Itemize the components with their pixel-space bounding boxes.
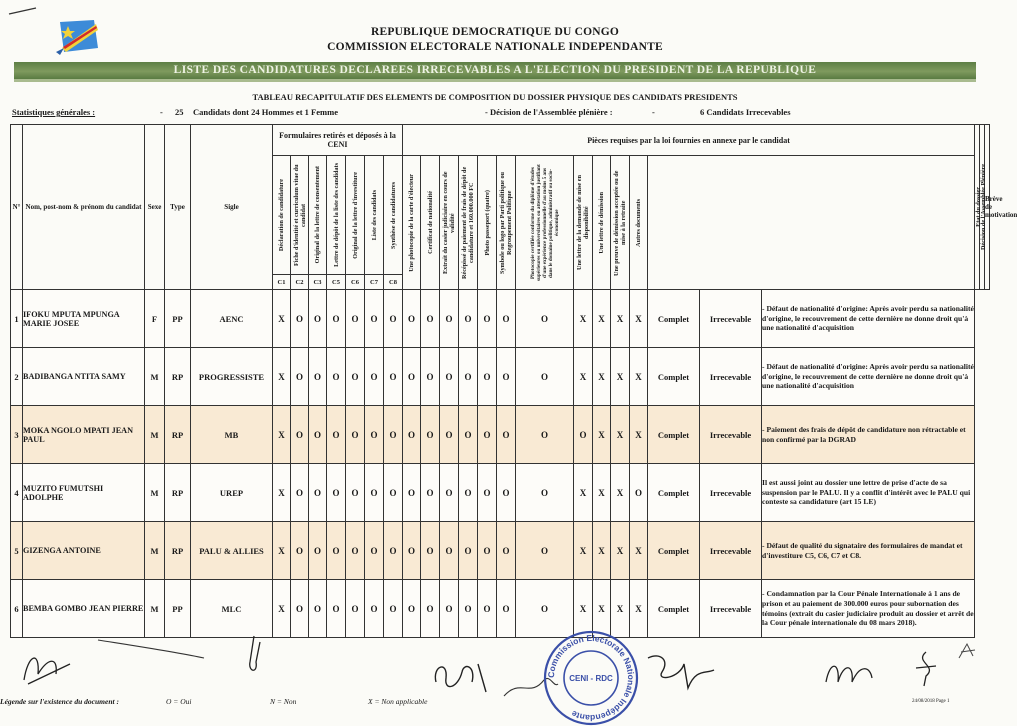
candidate-name: BADIBANGA NTITA SAMY xyxy=(23,348,145,406)
signature-6-icon xyxy=(820,652,880,692)
document-mark: O xyxy=(346,348,365,406)
table-subtitle: TABLEAU RECAPITULATIF DES ELEMENTS DE COMPOSITION DU DOSSIER PHYSIQUE DES CANDIDATS PRESIDENTS xyxy=(252,92,738,102)
document-mark: O xyxy=(384,406,403,464)
document-mark: O xyxy=(309,290,327,348)
signature-3-icon xyxy=(428,652,498,698)
legend-na: X = Non applicable xyxy=(368,697,428,706)
document-mark: O xyxy=(309,348,327,406)
candidate-sigle: PROGRESSISTE xyxy=(191,348,273,406)
document-mark: X xyxy=(611,464,630,522)
dossier-etat: Complet xyxy=(648,290,700,348)
document-mark: O xyxy=(365,580,384,638)
document-mark: O xyxy=(365,290,384,348)
signature-line-icon xyxy=(96,636,206,662)
col-etat: Etat du dossier xyxy=(975,125,980,290)
document-mark: X xyxy=(574,580,593,638)
document-mark: X xyxy=(611,406,630,464)
document-mark: X xyxy=(630,290,648,348)
plenary-decision: Irrecevable xyxy=(700,580,762,638)
document-mark: X xyxy=(273,406,291,464)
document-mark: X xyxy=(630,522,648,580)
document-mark: O xyxy=(403,522,421,580)
pen-mark-icon xyxy=(8,6,38,16)
document-mark: X xyxy=(574,348,593,406)
dossier-etat: Complet xyxy=(648,464,700,522)
col-sigle: Sigle xyxy=(191,125,273,290)
svg-text:Commission Electorale National: Commission Electorale Nationale Indépendante xyxy=(545,632,637,724)
candidate-sigle: MB xyxy=(191,406,273,464)
document-mark: O xyxy=(403,290,421,348)
candidate-sexe: M xyxy=(145,348,165,406)
document-mark: O xyxy=(440,464,459,522)
document-mark: O xyxy=(478,348,497,406)
signature-1-icon xyxy=(18,644,78,688)
candidate-sigle: AENC xyxy=(191,290,273,348)
document-mark: O xyxy=(478,406,497,464)
document-mark: X xyxy=(273,290,291,348)
col-piece-9: Une lettre de démission xyxy=(593,156,611,290)
document-mark: O xyxy=(346,522,365,580)
decision-label: - Décision de l'Assemblée plénière : xyxy=(485,107,613,117)
col-piece-6: Symbole ou logo par Parti politique ou Regroupement Politique xyxy=(497,156,516,290)
document-mark: O xyxy=(497,580,516,638)
table-row xyxy=(11,406,990,464)
legend-non: N = Non xyxy=(270,697,297,706)
document-mark: X xyxy=(630,580,648,638)
document-mark: O xyxy=(497,522,516,580)
document-mark: O xyxy=(291,522,309,580)
plenary-decision: Irrecevable xyxy=(700,348,762,406)
col-group-pieces: Pièces requises par la loi fournies en annexe par le candidat xyxy=(403,125,975,156)
motivation-text: - Défaut de nationalité d'origine: Après avoir perdu sa nationalité d'origine, le recouvrement de cette dernière ne donne droit qu'à une nationalité d'acquisition xyxy=(762,290,975,348)
document-mark: X xyxy=(611,290,630,348)
document-mark: O xyxy=(516,348,574,406)
document-mark: X xyxy=(593,406,611,464)
col-form-5: Original de la lettre d'investiture xyxy=(346,156,365,275)
document-mark: O xyxy=(497,464,516,522)
document-mark: O xyxy=(346,406,365,464)
document-mark: X xyxy=(273,348,291,406)
document-mark: O xyxy=(291,406,309,464)
motivation-text: - Défaut de qualité du signataire des formulaires de mandat et d'investiture C5, C6, C7 et C8. xyxy=(762,522,975,580)
document-mark: O xyxy=(384,464,403,522)
col-piece-11: Autres documents xyxy=(630,156,648,290)
stats-dash-2: - xyxy=(652,107,655,117)
document-mark: X xyxy=(273,522,291,580)
document-mark: O xyxy=(459,580,478,638)
plenary-decision: Irrecevable xyxy=(700,406,762,464)
document-mark: O xyxy=(346,290,365,348)
col-piece-2: Certificat de nationalité xyxy=(421,156,440,290)
document-mark: O xyxy=(291,348,309,406)
row-number: 3 xyxy=(11,406,23,464)
ceni-stamp-icon xyxy=(540,626,642,726)
signature-7-icon xyxy=(910,648,944,688)
country-title: REPUBLIQUE DEMOCRATIQUE DU CONGO xyxy=(370,26,620,38)
document-mark: O xyxy=(421,464,440,522)
candidate-type: PP xyxy=(165,290,191,348)
document-mark: X xyxy=(273,464,291,522)
document-mark: O xyxy=(403,464,421,522)
document-mark: X xyxy=(593,290,611,348)
document-mark: O xyxy=(346,464,365,522)
banner-title: LISTE DES CANDIDATURES DECLAREES IRRECEVABLES A L'ELECTION DU PRESIDENT DE LA REPUBLIQUE xyxy=(14,62,976,79)
col-type: Type xyxy=(165,125,191,290)
candidate-name: GIZENGA ANTOINE xyxy=(23,522,145,580)
signature-5-icon xyxy=(640,648,720,692)
candidate-type: RP xyxy=(165,406,191,464)
col-code-c3: C3 xyxy=(309,275,327,290)
document-mark: O xyxy=(327,290,346,348)
document-mark: O xyxy=(459,464,478,522)
col-group-forms: Formulaires retirés et déposés à la CENI xyxy=(273,125,403,156)
document-mark: O xyxy=(403,580,421,638)
document-mark: O xyxy=(516,290,574,348)
col-form-6: Liste des candidats xyxy=(365,156,384,275)
document-mark: O xyxy=(309,406,327,464)
col-piece-3: Extrait du casier judiciaire en cours de validité xyxy=(440,156,459,290)
document-mark: O xyxy=(421,406,440,464)
col-code-c1: C1 xyxy=(273,275,291,290)
document-mark: O xyxy=(440,348,459,406)
col-code-c5: C5 xyxy=(327,275,346,290)
irrecevables-count: 6 Candidats Irrecevables xyxy=(700,107,791,117)
document-mark: O xyxy=(291,580,309,638)
motivation-text: Il est aussi joint au dossier une lettre de prise d'acte de sa suspension par le PALU. Il y a conflit d'intérêt avec le PALU qui conteste sa candidature (art 15 LE) xyxy=(762,464,975,522)
dossier-etat: Complet xyxy=(648,522,700,580)
document-mark: O xyxy=(403,406,421,464)
document-mark: O xyxy=(421,580,440,638)
document-mark: O xyxy=(346,580,365,638)
stats-count: 25 xyxy=(175,107,184,117)
candidate-sigle: MLC xyxy=(191,580,273,638)
col-piece-1: Une photocopie de la carte d'électeur xyxy=(403,156,421,290)
col-form-3: Original de la lettre de consentement xyxy=(309,156,327,275)
plenary-decision: Irrecevable xyxy=(700,290,762,348)
col-name: Nom, post-nom & prénom du candidat xyxy=(23,125,145,290)
col-form-2: Fiche d'identité et curriculum vitae du candidat xyxy=(291,156,309,275)
document-mark: O xyxy=(384,348,403,406)
document-mark: O xyxy=(384,522,403,580)
document-mark: O xyxy=(516,406,574,464)
candidate-type: RP xyxy=(165,464,191,522)
col-code-c8: C8 xyxy=(384,275,403,290)
candidate-sexe: M xyxy=(145,580,165,638)
document-mark: O xyxy=(440,290,459,348)
legend-title: Légende sur l'existence du document : xyxy=(0,697,119,706)
candidate-name: BEMBA GOMBO JEAN PIERRE xyxy=(23,580,145,638)
document-mark: O xyxy=(365,406,384,464)
document-mark: O xyxy=(516,464,574,522)
col-piece-5: Photo passeport (quatre) xyxy=(478,156,497,290)
document-mark: O xyxy=(459,290,478,348)
document-mark: O xyxy=(440,406,459,464)
document-mark: O xyxy=(291,290,309,348)
row-number: 4 xyxy=(11,464,23,522)
col-sexe: Sexe xyxy=(145,125,165,290)
col-form-1: Déclaration de candidature xyxy=(273,156,291,275)
table-row xyxy=(11,522,990,580)
document-mark: O xyxy=(309,464,327,522)
document-mark: O xyxy=(309,522,327,580)
col-piece-8: Une lettre de la demande de mise en disponibilité xyxy=(574,156,593,290)
document-mark: O xyxy=(327,406,346,464)
col-code-c6: C6 xyxy=(346,275,365,290)
col-decision: Décision de l'Assemblée Plénière xyxy=(980,125,985,290)
stats-label: Statistiques générales : xyxy=(12,107,96,117)
signature-8-icon xyxy=(955,640,979,664)
footer-date: 24/08/2018 Page 1 xyxy=(912,699,950,704)
stats-summary: Candidats dont 24 Hommes et 1 Femme xyxy=(193,107,338,117)
svg-text:CENI - RDC: CENI - RDC xyxy=(569,674,613,683)
document-mark: O xyxy=(574,406,593,464)
banner-underline xyxy=(14,79,976,82)
document-mark: O xyxy=(478,290,497,348)
signature-2-icon xyxy=(238,632,268,680)
table-row xyxy=(11,464,990,522)
document-mark: O xyxy=(440,522,459,580)
candidate-sigle: UREP xyxy=(191,464,273,522)
candidate-type: RP xyxy=(165,522,191,580)
row-number: 1 xyxy=(11,290,23,348)
document-mark: O xyxy=(327,464,346,522)
table-row xyxy=(11,348,990,406)
row-number: 6 xyxy=(11,580,23,638)
candidate-name: MOKA NGOLO MPATI JEAN PAUL xyxy=(23,406,145,464)
document-mark: X xyxy=(611,522,630,580)
document-mark: O xyxy=(421,348,440,406)
document-mark: O xyxy=(497,406,516,464)
candidate-type: RP xyxy=(165,348,191,406)
candidate-sexe: F xyxy=(145,290,165,348)
document-mark: X xyxy=(593,348,611,406)
document-mark: O xyxy=(384,290,403,348)
candidate-sexe: M xyxy=(145,464,165,522)
document-mark: O xyxy=(459,406,478,464)
document-mark: O xyxy=(327,580,346,638)
candidate-sexe: M xyxy=(145,522,165,580)
document-mark: X xyxy=(273,580,291,638)
candidate-name: IFOKU MPUTA MPUNGA MARIE JOSEE xyxy=(23,290,145,348)
document-mark: X xyxy=(630,348,648,406)
document-mark: X xyxy=(593,464,611,522)
document-mark: X xyxy=(630,406,648,464)
plenary-decision: Irrecevable xyxy=(700,464,762,522)
document-mark: O xyxy=(421,290,440,348)
table-row xyxy=(11,290,990,348)
col-code-c7: C7 xyxy=(365,275,384,290)
document-mark: O xyxy=(421,522,440,580)
document-mark: X xyxy=(611,348,630,406)
document-mark: O xyxy=(403,348,421,406)
document-mark: X xyxy=(611,580,630,638)
document-mark: O xyxy=(384,580,403,638)
dossier-etat: Complet xyxy=(648,580,700,638)
legend-oui: O = Oui xyxy=(166,697,192,706)
document-mark: O xyxy=(291,464,309,522)
document-mark: O xyxy=(365,464,384,522)
col-num: N° xyxy=(11,125,23,290)
col-piece-7: Photocopie certifiée conforme du diplôme d'études supérieures ou universitaires ou attestation justifiant d'une expérience professionnelle d'au moins 5 ans dans le domaine politique, administratif ou socio-économique xyxy=(516,156,574,290)
document-mark: O xyxy=(630,464,648,522)
motivation-text: - Paiement des frais de dépôt de candidature non rétractable et non confirmé par la DGRAD xyxy=(762,406,975,464)
candidate-sexe: M xyxy=(145,406,165,464)
col-piece-10: Une preuve de démission acceptée ou de mise à la retraite xyxy=(611,156,630,290)
col-piece-4: Récépissé de paiement de frais de dépôt de candidature et 160.000.000 FC xyxy=(459,156,478,290)
col-code-c2: C2 xyxy=(291,275,309,290)
col-form-4: Lettre de dépôt de la liste des candidats xyxy=(327,156,346,275)
document-mark: O xyxy=(516,522,574,580)
motivation-text: - Condamnation par la Cour Pénale Internationale à 1 ans de prison et au paiement de 300.000 euros pour subornation des témoins (extrait du casier judiciaire produit au dossier et arrêt de la Cour pénale internationale du 08 mars 2018). xyxy=(762,580,975,638)
candidates-table xyxy=(10,124,1017,638)
document-mark: X xyxy=(574,290,593,348)
candidate-name: MUZITO FUMUTSHI ADOLPHE xyxy=(23,464,145,522)
table-row xyxy=(11,580,990,638)
document-mark: O xyxy=(459,348,478,406)
document-mark: X xyxy=(593,522,611,580)
document-mark: O xyxy=(497,348,516,406)
dossier-etat: Complet xyxy=(648,348,700,406)
document-mark: O xyxy=(327,348,346,406)
row-number: 5 xyxy=(11,522,23,580)
document-mark: O xyxy=(309,580,327,638)
candidate-sigle: PALU & ALLIES xyxy=(191,522,273,580)
document-mark: O xyxy=(327,522,346,580)
document-mark: O xyxy=(478,464,497,522)
document-mark: O xyxy=(459,522,478,580)
document-mark: O xyxy=(497,290,516,348)
document-mark: X xyxy=(574,464,593,522)
stats-dash: - xyxy=(160,107,163,117)
document-mark: O xyxy=(478,580,497,638)
plenary-decision: Irrecevable xyxy=(700,522,762,580)
document-mark: O xyxy=(516,580,574,638)
document-mark: O xyxy=(365,348,384,406)
document-mark: O xyxy=(440,580,459,638)
document-mark: X xyxy=(593,580,611,638)
dossier-etat: Complet xyxy=(648,406,700,464)
motivation-text: - Défaut de nationalité d'origine: Après avoir perdu sa nationalité d'origine, le recouvrement de cette dernière ne donne droit qu'à une nationalité d'acquisition xyxy=(762,348,975,406)
candidate-type: PP xyxy=(165,580,191,638)
document-mark: X xyxy=(574,522,593,580)
document-mark: O xyxy=(365,522,384,580)
row-number: 2 xyxy=(11,348,23,406)
col-motivation: Brève de motivation xyxy=(985,125,990,290)
commission-title: COMMISSION ELECTORALE NATIONALE INDEPENDANTE xyxy=(327,41,663,53)
document-mark: O xyxy=(478,522,497,580)
col-form-7: Synthèse de candidatures xyxy=(384,156,403,275)
